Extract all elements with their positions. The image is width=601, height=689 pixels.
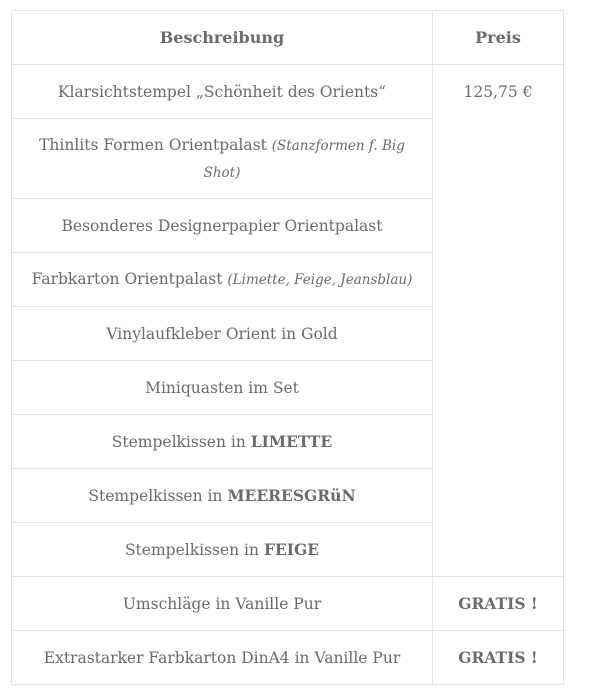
- item-text: Umschläge in Vanille Pur: [122, 594, 322, 613]
- table-header-row: [12, 11, 564, 65]
- item-color-highlight: LIMETTE: [250, 431, 333, 451]
- item-note: (Stanzformen f. Big Shot): [203, 137, 405, 181]
- item-description: [12, 307, 433, 361]
- item-description: [12, 119, 433, 199]
- item-text: Klarsichtstempel „Schönheit des Orients“: [57, 82, 387, 101]
- item-description: [12, 631, 433, 685]
- item-description: [12, 199, 433, 253]
- item-text: Besonderes Designerpapier Orientpalast: [61, 216, 383, 235]
- item-description: [12, 361, 433, 415]
- item-text: Stempelkissen in: [88, 486, 223, 505]
- item-text: Stempelkissen in: [124, 540, 259, 559]
- item-text: Miniquasten im Set: [145, 378, 299, 397]
- item-description: [12, 65, 433, 119]
- item-color-highlight: MEERESGRüN: [227, 485, 356, 505]
- item-color-highlight: FEIGE: [263, 539, 320, 559]
- header-price: Preis: [433, 11, 564, 65]
- table-row: [12, 631, 564, 685]
- item-price-gratis: GRATIS !: [433, 631, 564, 685]
- item-text: Stempelkissen in: [111, 432, 246, 451]
- item-description: [12, 415, 433, 469]
- table-row: [12, 65, 564, 119]
- bundle-price: 125,75 €: [433, 65, 564, 577]
- item-description: [12, 469, 433, 523]
- item-text: Thinlits Formen Orientpalast: [39, 135, 267, 154]
- item-description: [12, 523, 433, 577]
- header-description: Beschreibung: [12, 11, 433, 65]
- item-text: Extrastarker Farbkarton DinA4 in Vanille Pur: [43, 648, 401, 667]
- price-table: [11, 10, 564, 685]
- item-description: [12, 577, 433, 631]
- item-price-gratis: GRATIS !: [433, 577, 564, 631]
- item-text: Farbkarton Orientpalast: [31, 270, 223, 288]
- table-row: [12, 577, 564, 631]
- item-text: Vinylaufkleber Orient in Gold: [106, 324, 338, 343]
- item-note: (Limette, Feige, Jeansblau): [227, 272, 413, 288]
- item-description: [12, 253, 433, 307]
